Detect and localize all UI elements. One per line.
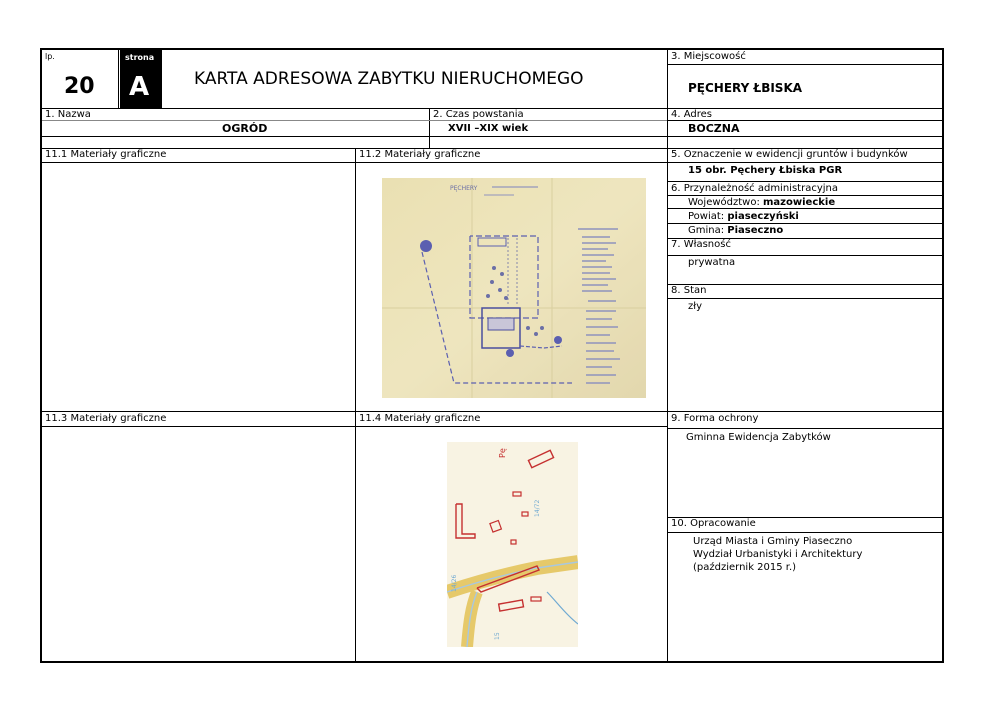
plan-title: PĘCHERY (450, 185, 478, 192)
strona-value: A (129, 72, 150, 102)
wojewodztwo-value: mazowieckie (763, 197, 836, 208)
garden-plan-image (382, 178, 646, 398)
graphics-3-label: 11.3 Materiały graficzne (45, 413, 167, 424)
miejscowosc-label: 3. Miejscowość (671, 51, 746, 62)
graphics-2-label: 11.2 Materiały graficzne (359, 149, 481, 160)
gmina-value: Piaseczno (727, 225, 784, 236)
map-label-parcel-2: 14/26 (451, 574, 458, 592)
powiat-label: Powiat: (688, 211, 728, 222)
wojewodztwo-row (688, 196, 835, 209)
forma-label: 9. Forma ochrony (671, 413, 759, 424)
stan-value: zły (688, 301, 703, 312)
map-label-parcel-3: 15 (494, 632, 501, 640)
map-label-pe: Pę (498, 448, 507, 458)
cadastral-map-svg (447, 442, 578, 647)
cadastral-map-image (447, 442, 578, 647)
opracowanie-line-1: Urząd Miasta i Gminy Piaseczno (693, 536, 853, 547)
czas-value: XVII –XIX wiek (448, 123, 529, 134)
graphics-4-label: 11.4 Materiały graficzne (359, 413, 481, 424)
lp-label: lp. (45, 52, 55, 61)
nazwa-value: OGRÓD (222, 122, 268, 135)
lp-cell (42, 50, 118, 108)
adres-label: 4. Adres (671, 109, 712, 120)
czas-label: 2. Czas powstania (433, 109, 524, 120)
gmina-label: Gmina: (688, 225, 728, 236)
powiat-value: piaseczyński (727, 211, 799, 222)
forma-value: Gminna Ewidencja Zabytków (686, 432, 831, 443)
wlasnosc-label: 7. Własność (671, 239, 731, 250)
opracowanie-line-3: (październik 2015 r.) (693, 562, 797, 573)
gmina-row (688, 224, 783, 237)
garden-plan-svg (382, 178, 646, 398)
wojewodztwo-label: Województwo: (688, 197, 764, 208)
oznaczenie-label: 5. Oznaczenie w ewidencji gruntów i budynków (671, 149, 908, 160)
stan-label: 8. Stan (671, 285, 707, 296)
opracowanie-label: 10. Opracowanie (671, 518, 756, 529)
nazwa-label: 1. Nazwa (45, 109, 91, 120)
strona-label: strona (125, 53, 155, 62)
oznaczenie-value: 15 obr. Pęchery Łbiska PGR (688, 165, 843, 176)
miejscowosc-value: PĘCHERY ŁBISKA (688, 81, 803, 95)
lp-value: 20 (64, 74, 95, 99)
przynaleznosc-label: 6. Przynależność administracyjna (671, 183, 838, 194)
graphics-1-label: 11.1 Materiały graficzne (45, 149, 167, 160)
map-label-parcel-1: 14/72 (534, 499, 541, 517)
card-title: KARTA ADRESOWA ZABYTKU NIERUCHOMEGO (194, 69, 584, 89)
wlasnosc-value: prywatna (688, 257, 736, 268)
address-card (40, 48, 944, 663)
powiat-row (688, 210, 799, 223)
adres-value: BOCZNA (688, 122, 740, 135)
opracowanie-line-2: Wydział Urbanistyki i Architektury (693, 549, 863, 560)
strona-badge (120, 50, 162, 108)
